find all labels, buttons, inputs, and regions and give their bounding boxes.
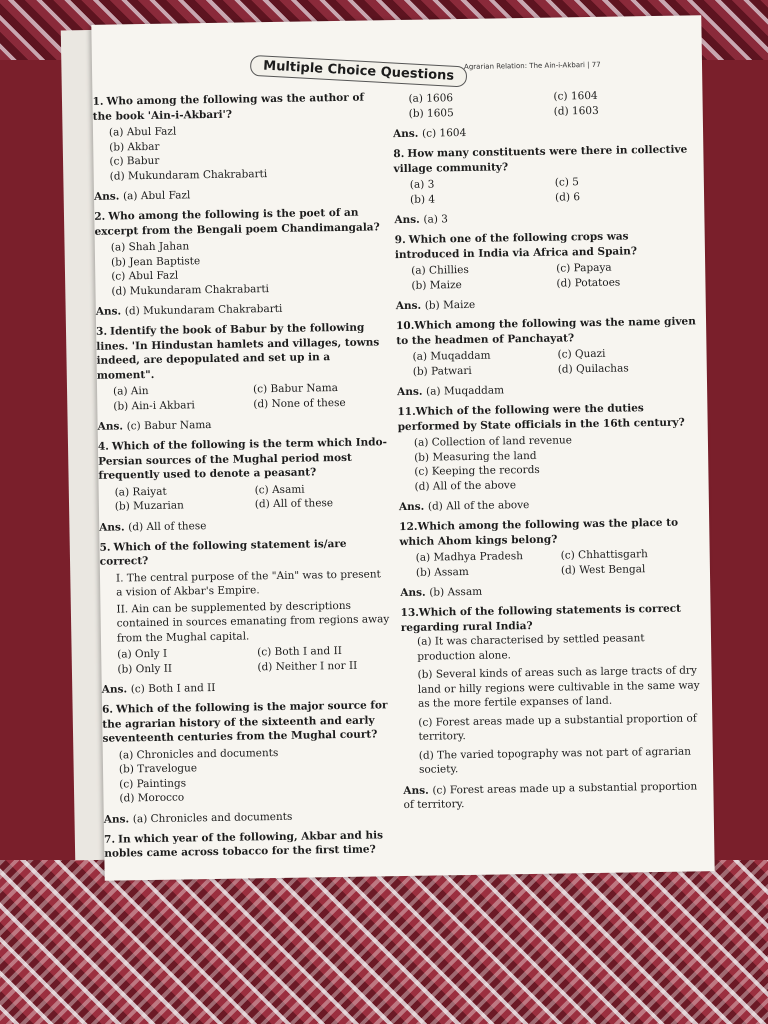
option: (d) 1603 bbox=[553, 104, 599, 118]
question-number: 7. bbox=[104, 833, 116, 846]
question-text: Which of the following statements is correct regarding rural India? bbox=[400, 602, 682, 634]
question-item bbox=[392, 87, 692, 121]
question-text: Which of the following is the major source for the agrarian history of the sixteenth and early seventeenth centuries from the Mughal court? bbox=[102, 699, 388, 745]
options-list bbox=[417, 630, 703, 777]
answer-label: Ans. bbox=[394, 213, 424, 227]
options-list bbox=[408, 87, 692, 120]
option: (a) Shah Jahan bbox=[110, 240, 190, 254]
question-item bbox=[102, 698, 394, 806]
option: (d) Neither I nor II bbox=[257, 659, 358, 673]
question-item bbox=[99, 536, 391, 677]
question-text: Which among the following was the name given to the headmen of Panchayat? bbox=[396, 315, 696, 347]
option: (c) Chhattisgarh bbox=[560, 548, 648, 562]
answer-text: (c) Both I and II bbox=[130, 681, 216, 696]
question-stem bbox=[395, 228, 695, 262]
question-stem bbox=[92, 90, 382, 124]
option: (c) Keeping the records bbox=[414, 463, 540, 478]
answer-line bbox=[403, 779, 703, 812]
question-number: 3. bbox=[96, 325, 108, 338]
option: (b) Assam bbox=[415, 565, 469, 579]
option: (d) The varied topography was not part of agrarian society. bbox=[418, 745, 692, 776]
option: (c) Papaya bbox=[556, 261, 612, 275]
question-number: 11. bbox=[397, 405, 416, 419]
answer-text: (a) Chronicles and documents bbox=[132, 810, 293, 825]
option: (b) 1605 bbox=[408, 106, 454, 120]
question-number: 13. bbox=[400, 606, 419, 620]
option: (c) Paintings bbox=[119, 776, 187, 790]
answer-line bbox=[400, 581, 700, 600]
options-list bbox=[113, 380, 387, 413]
option: (c) Both I and II bbox=[257, 644, 342, 659]
statement: II. Ain can be supplemented by descriptions contained in sources emanating from regions away from the Mughal capital. bbox=[116, 599, 390, 645]
options-list bbox=[414, 431, 699, 493]
option: (d) None of these bbox=[253, 396, 346, 410]
options-list bbox=[410, 173, 694, 206]
left-column bbox=[92, 90, 394, 867]
option: (d) All of these bbox=[254, 497, 334, 511]
option: (a) Madhya Pradesh bbox=[415, 550, 524, 564]
answer-line bbox=[99, 516, 389, 535]
question-text: Who among the following was the author of the book 'Ain-i-Akbari'? bbox=[92, 91, 365, 123]
option: (c) 1604 bbox=[553, 89, 598, 103]
answer-text: (b) Maize bbox=[424, 298, 476, 312]
option: (a) Chronicles and documents bbox=[118, 746, 279, 762]
answer-line bbox=[394, 208, 694, 227]
answer-text: (d) All of the above bbox=[427, 499, 530, 513]
option: (c) Quazi bbox=[557, 347, 606, 361]
answer-text: (c) Forest areas made up a substantial proportion of territory. bbox=[403, 779, 698, 811]
answer-label: Ans. bbox=[398, 500, 429, 514]
answer-line bbox=[94, 185, 384, 204]
answer-line bbox=[96, 300, 386, 319]
answer-text: (c) 1604 bbox=[421, 126, 467, 140]
question-item bbox=[400, 601, 703, 777]
answer-label: Ans. bbox=[95, 305, 125, 318]
answer-line bbox=[399, 495, 699, 514]
section-title: Multiple Choice Questions bbox=[250, 55, 468, 88]
book-page bbox=[91, 15, 714, 880]
option: (c) Asami bbox=[254, 483, 305, 496]
option: (b) 4 bbox=[410, 192, 436, 206]
options-list bbox=[109, 121, 384, 183]
question-stem bbox=[400, 601, 700, 635]
options-list bbox=[411, 259, 695, 292]
answer-label: Ans. bbox=[93, 190, 124, 203]
option: (d) 6 bbox=[554, 190, 581, 204]
option: (d) Potatoes bbox=[556, 276, 621, 290]
option: (b) Travelogue bbox=[118, 762, 198, 776]
answer-label: Ans. bbox=[392, 127, 423, 141]
question-text: How many constituents were there in collective village community? bbox=[393, 143, 688, 175]
question-number: 6. bbox=[101, 703, 114, 716]
statement: I. The central purpose of the "Ain" was to present a vision of Akbar's Empire. bbox=[115, 567, 381, 599]
option: (d) Mukundaram Chakrabarti bbox=[109, 167, 268, 183]
options-list bbox=[416, 546, 700, 579]
answer-label: Ans. bbox=[400, 586, 430, 600]
option: (a) 1606 bbox=[408, 92, 454, 105]
question-number: 4. bbox=[97, 440, 110, 453]
question-text: Which one of the following crops was introduced in India via Africa and Spain? bbox=[394, 230, 638, 261]
option: (a) Raiyat bbox=[114, 485, 167, 499]
option: (b) Ain-i Akbari bbox=[113, 398, 195, 413]
fabric-background-bottom bbox=[0, 860, 768, 1024]
question-item bbox=[92, 90, 383, 184]
answer-text: (d) Mukundaram Chakrabarti bbox=[124, 302, 283, 318]
answer-line bbox=[393, 122, 693, 141]
answer-line bbox=[98, 415, 388, 434]
options-list bbox=[412, 345, 696, 378]
option: (b) Akbar bbox=[109, 140, 160, 154]
option: (b) Measuring the land bbox=[414, 449, 537, 464]
option: (a) Muqaddam bbox=[412, 349, 491, 363]
question-stem bbox=[399, 515, 699, 549]
question-number: 10. bbox=[395, 319, 415, 333]
answer-line bbox=[396, 294, 696, 313]
option: (a) Collection of land revenue bbox=[413, 434, 573, 449]
option: (d) West Bengal bbox=[560, 562, 646, 577]
answer-text: (a) Abul Fazl bbox=[122, 189, 191, 203]
option: (a) Chillies bbox=[411, 263, 469, 277]
question-stem bbox=[94, 205, 384, 239]
option: (a) It was characterised by settled peasant production alone. bbox=[416, 632, 645, 663]
option: (c) Forest areas made up a substantial proportion of territory. bbox=[418, 711, 697, 743]
question-item bbox=[396, 314, 697, 379]
question-stem bbox=[98, 435, 389, 483]
option: (b) Muzarian bbox=[114, 499, 184, 513]
question-item bbox=[96, 320, 387, 414]
answer-label: Ans. bbox=[395, 299, 425, 313]
question-text: Who among the following is the poet of an excerpt from the Bengali poem Chandimangala? bbox=[94, 206, 380, 238]
question-item bbox=[98, 435, 389, 514]
question-text: Which of the following is the term which Indo-Persian sources of the Mughal period most frequently used to denote a peasant? bbox=[98, 436, 388, 482]
option: (c) Abul Fazl bbox=[111, 269, 179, 283]
question-stem bbox=[96, 320, 387, 383]
option: (d) Morocco bbox=[119, 791, 185, 805]
right-column bbox=[392, 85, 703, 817]
question-number: 1. bbox=[92, 95, 104, 108]
option: (c) Babur bbox=[109, 154, 160, 168]
question-stem bbox=[396, 314, 696, 348]
answer-label: Ans. bbox=[403, 784, 433, 797]
option: (a) Only I bbox=[117, 647, 168, 661]
option: (c) Babur Nama bbox=[252, 382, 339, 396]
option: (b) Patwari bbox=[412, 364, 472, 378]
question-number: 5. bbox=[99, 541, 111, 554]
options-list bbox=[115, 481, 389, 514]
option: (b) Maize bbox=[411, 278, 462, 292]
answer-text: (c) Babur Nama bbox=[126, 419, 212, 433]
question-text: Which of the following were the duties performed by State officials in the 16th century? bbox=[397, 402, 685, 433]
option: (d) All of the above bbox=[414, 478, 517, 493]
answer-label: Ans. bbox=[397, 385, 427, 399]
question-text: Which of the following statement is/are correct? bbox=[99, 537, 347, 568]
question-stem bbox=[397, 400, 697, 434]
answer-line bbox=[397, 380, 697, 399]
question-number: 12. bbox=[399, 520, 418, 534]
answer-line bbox=[104, 808, 394, 827]
answer-label: Ans. bbox=[97, 420, 127, 433]
question-number: 8. bbox=[393, 147, 405, 161]
page-header bbox=[92, 49, 702, 89]
answer-text: (a) Muqaddam bbox=[426, 384, 505, 398]
question-stem bbox=[104, 828, 394, 862]
options-list bbox=[111, 236, 386, 298]
question-item bbox=[104, 828, 394, 862]
answer-label: Ans. bbox=[99, 520, 129, 534]
question-stem bbox=[393, 142, 693, 176]
answer-text: (a) 3 bbox=[423, 213, 449, 226]
question-item bbox=[395, 228, 696, 293]
question-item bbox=[399, 515, 700, 580]
running-head: Agrarian Relation: The Ain-i-Akbari | 77 bbox=[463, 60, 601, 71]
options-list bbox=[119, 744, 394, 806]
answer-label: Ans. bbox=[101, 683, 131, 696]
answer-text: (b) Assam bbox=[429, 585, 483, 599]
answer-line bbox=[102, 678, 392, 697]
question-number: 2. bbox=[94, 210, 106, 223]
answer-label: Ans. bbox=[103, 812, 133, 826]
option: (d) Quilachas bbox=[557, 361, 629, 376]
option: (a) Abul Fazl bbox=[108, 125, 177, 139]
question-text: Identify the book of Babur by the following lines. 'In Hindustan hamlets and villages, towns indeed, are depopulated and set up in a moment". bbox=[96, 321, 380, 382]
option: (b) Only II bbox=[117, 662, 173, 676]
question-number: 9. bbox=[394, 233, 406, 247]
question-item bbox=[393, 142, 694, 207]
question-item bbox=[397, 400, 698, 494]
question-item bbox=[94, 205, 385, 299]
option: (b) Several kinds of areas such as large tracts of dry land or hilly regions were cultivable in the same way as the more fertile expanses of land. bbox=[417, 664, 700, 710]
question-stem bbox=[102, 698, 393, 746]
answer-text: (d) All of these bbox=[128, 519, 207, 533]
option: (b) Jean Baptiste bbox=[110, 254, 201, 269]
option: (d) Mukundaram Chakrabarti bbox=[111, 282, 270, 298]
question-text: In which year of the following, Akbar and his nobles came across tobacco for the first time? bbox=[104, 828, 384, 860]
question-stem bbox=[99, 536, 389, 570]
option: (a) Ain bbox=[112, 384, 149, 398]
question-text: Which among the following was the place to which Ahom kings belong? bbox=[399, 516, 679, 548]
options-list bbox=[117, 643, 391, 676]
option: (a) 3 bbox=[409, 178, 435, 191]
option: (c) 5 bbox=[554, 176, 580, 189]
